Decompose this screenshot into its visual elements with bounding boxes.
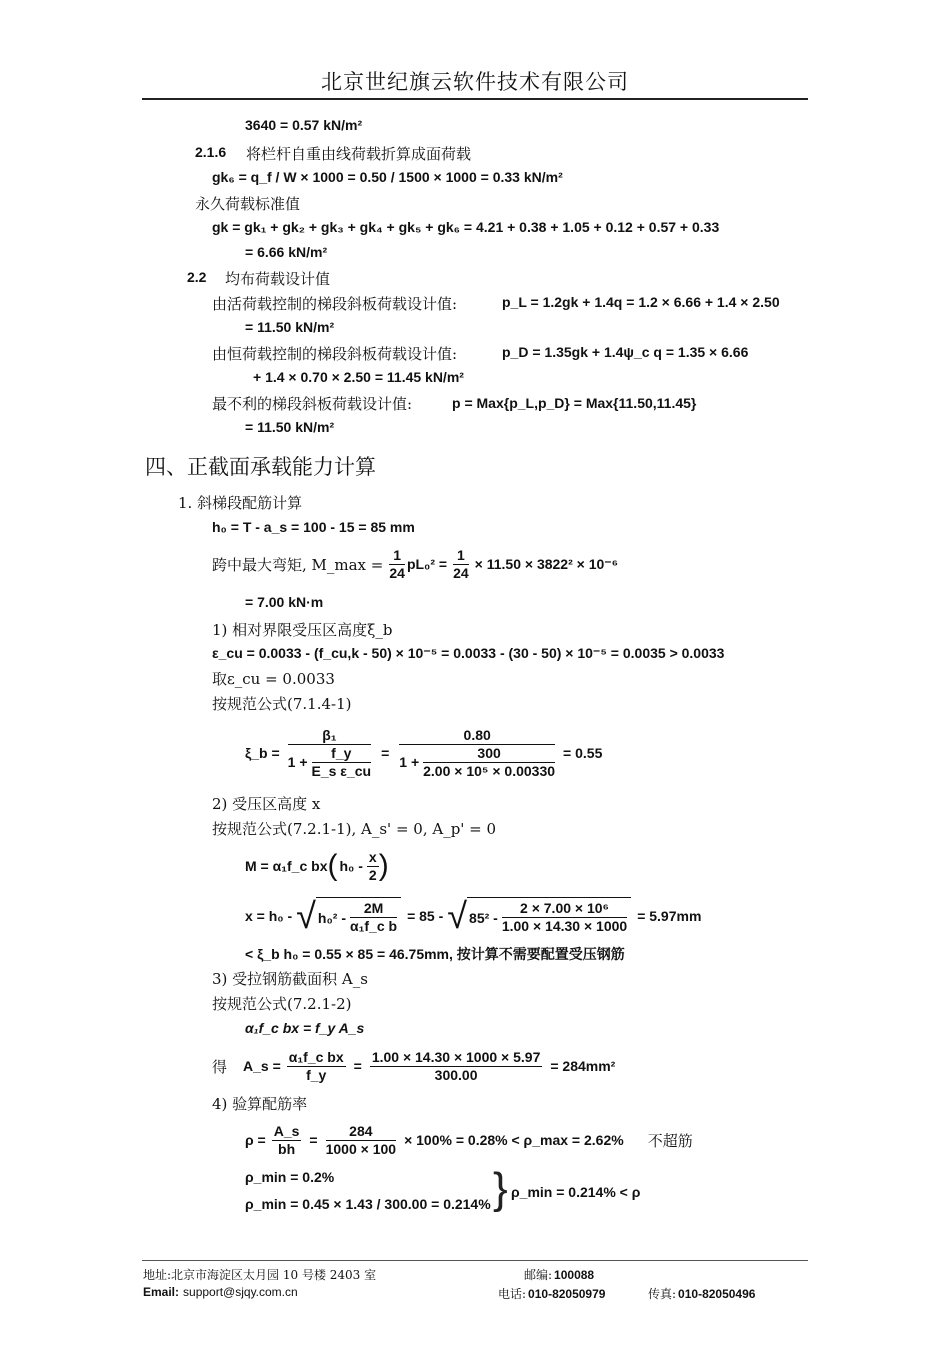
section-2-2-title: 均布荷载设计值 xyxy=(225,270,331,288)
line-x-check: < ξ_b h₀ = 0.55 × 85 = 46.75mm, 按计算不需要配置受压钢筋 xyxy=(245,946,625,962)
formula-as xyxy=(212,1046,615,1086)
den-prefix: 1 + xyxy=(399,754,420,770)
footer-postcode xyxy=(524,1266,594,1283)
fraction-numerator: x xyxy=(368,848,377,865)
line-worst-load-label: 最不利的梯段斜板荷载设计值: xyxy=(212,395,413,413)
moment-lhs: M = α₁f_c bx xyxy=(245,858,328,874)
step-1-title xyxy=(212,619,393,640)
footer-fax-value: 010-82050496 xyxy=(678,1287,756,1301)
footer-email-link[interactable]: support@sjqy.com.cn xyxy=(183,1285,298,1299)
line-rho-min-1: ρ_min = 0.2% xyxy=(245,1169,335,1185)
x-over-2-fraction xyxy=(367,849,379,884)
max-moment-formula: pL₀² = xyxy=(406,556,448,572)
fraction-numerator: f_y xyxy=(312,745,372,763)
fraction-numerator: α₁f_c bx xyxy=(288,1048,344,1065)
section-4-heading: 四、正截面承载能力计算 xyxy=(145,455,376,479)
step-3-title: 3) 受拉钢筋截面积 A_s xyxy=(212,970,368,988)
line-permanent-load-label: 永久荷载标准值 xyxy=(195,195,301,213)
as-result: = 284mm² xyxy=(550,1058,616,1074)
line-dead-control-eq: p_D = 1.35gk + 1.4ψ_c q = 1.35 × 6.66 xyxy=(502,344,749,360)
fraction-denominator: 1000 × 100 xyxy=(325,1140,397,1157)
as-fraction-symbolic xyxy=(287,1049,346,1084)
formula-moment-equilibrium xyxy=(245,846,389,886)
line-live-control-result: = 11.50 kN/m² xyxy=(245,319,335,335)
footer-fax xyxy=(648,1285,755,1302)
step-2-title: 2) 受压区高度 x xyxy=(212,795,321,813)
line-max-moment xyxy=(212,544,618,584)
xi-result: = 0.55 xyxy=(563,745,603,761)
root-fraction xyxy=(502,900,627,935)
header-rule xyxy=(142,98,808,100)
fraction-numerator: 0.80 xyxy=(399,727,555,745)
page-header-company: 北京世纪旗云软件技术有限公司 xyxy=(321,70,629,94)
line-force-equilibrium: α₁f_c bx = f_y A_s xyxy=(245,1020,365,1036)
sqrt-symbol: √ xyxy=(296,895,316,936)
footer-rule xyxy=(142,1260,808,1261)
line-rho-min-result: ρ_min = 0.214% < ρ xyxy=(511,1184,641,1200)
rho-fraction-symbolic xyxy=(272,1123,302,1158)
paren-open: ( xyxy=(327,849,338,882)
footer-address-value: 北京市海淀区太月园 10 号楼 2403 室 xyxy=(171,1268,377,1282)
as-de: 得 xyxy=(212,1057,228,1076)
sqrt-body-2 xyxy=(467,897,631,935)
line-h0: h₀ = T - a_s = 100 - 15 = 85 mm xyxy=(212,519,415,535)
fraction-denominator: 24 xyxy=(453,564,469,581)
rho-result: × 100% = 0.28% < ρ_max = 2.62% xyxy=(404,1132,624,1148)
xi-lhs: ξ_b = xyxy=(245,745,280,761)
formula-x xyxy=(245,893,701,939)
fraction-numerator: 2 × 7.00 × 10⁶ xyxy=(502,900,627,918)
fraction-numerator: β₁ xyxy=(288,727,371,745)
fraction-denominator: E_s ε_cu xyxy=(311,762,372,779)
fraction-numerator: 300 xyxy=(423,745,555,763)
line-code-7-1-4-1: 按规范公式(7.1.4-1) xyxy=(212,695,352,713)
inner-fraction xyxy=(312,745,372,780)
line-01: 3640 = 0.57 kN/m² xyxy=(245,117,363,133)
root-fraction xyxy=(350,900,397,935)
fraction-numerator: 1 xyxy=(389,547,405,565)
xi-equals: = xyxy=(381,745,390,761)
x-mid: = 85 - xyxy=(407,908,444,924)
sqrt-body-1 xyxy=(316,897,401,935)
step-4-title: 4) 验算配筋率 xyxy=(212,1095,308,1113)
section-2-1-6-number: 2.1.6 xyxy=(195,144,227,160)
fraction-denominator: f_y xyxy=(306,1066,327,1083)
sqrt-symbol: √ xyxy=(447,895,468,936)
footer-postcode-value: 100088 xyxy=(554,1268,595,1282)
footer-phone-value: 010-82050979 xyxy=(528,1287,606,1301)
xi-fraction-symbolic xyxy=(288,727,371,780)
fraction-denominator: 2 xyxy=(368,866,377,883)
line-max-moment-result: = 7.00 kN·m xyxy=(245,594,324,610)
footer-postcode-label: 邮编: xyxy=(524,1268,553,1282)
line-live-control-eq: p_L = 1.2gk + 1.4q = 1.2 × 6.66 + 1.4 × 2.50 xyxy=(502,294,780,310)
x-lhs: x = h₀ - xyxy=(245,908,293,924)
subsection-1-title: 1. 斜梯段配筋计算 xyxy=(178,494,303,512)
paren-close: ) xyxy=(378,849,389,882)
line-ecu-take: 取ε_cu = 0.0033 xyxy=(212,670,335,688)
rho-equals: = xyxy=(309,1132,318,1148)
root-term: 85² - xyxy=(469,909,498,926)
fraction-1-24-b xyxy=(453,547,469,582)
footer-phone-label: 电话: xyxy=(498,1287,527,1301)
section-2-1-6-title: 将栏杆自重由线荷载折算成面荷载 xyxy=(246,145,472,163)
root-term: h₀² - xyxy=(317,909,346,926)
inner-fraction xyxy=(423,745,555,780)
fraction-numerator: 1.00 × 14.30 × 1000 × 5.97 xyxy=(371,1048,541,1065)
brace-icon: } xyxy=(493,1164,508,1213)
max-moment-label: 跨中最大弯矩, M_max = xyxy=(212,555,384,574)
fraction-numerator: A_s xyxy=(273,1122,300,1139)
den-prefix: 1 + xyxy=(287,754,308,770)
fraction-denominator xyxy=(399,745,555,780)
footer-email xyxy=(143,1285,298,1299)
section-2-2-number: 2.2 xyxy=(187,269,207,285)
line-gk-sum: gk = gk₁ + gk₂ + gk₃ + gk₄ + gk₅ + gk₆ = 4.21 + 0.38 + 1.05 + 0.12 + 0.57 + 0.33 xyxy=(212,219,720,235)
moment-inner: h₀ - xyxy=(339,858,363,874)
footer-phone xyxy=(498,1285,605,1302)
footer-email-label: Email: xyxy=(143,1285,180,1299)
footer-fax-label: 传真: xyxy=(648,1287,677,1301)
fraction-denominator: 2.00 × 10⁵ × 0.00330 xyxy=(423,762,556,779)
fraction-denominator: 300.00 xyxy=(434,1066,478,1083)
line-worst-load-eq: p = Max{p_L,p_D} = Max{11.50,11.45} xyxy=(452,395,697,411)
line-rho-min-2: ρ_min = 0.45 × 1.43 / 300.00 = 0.214% xyxy=(245,1196,491,1212)
line-worst-load-result: = 11.50 kN/m² xyxy=(245,419,335,435)
formula-xi-b xyxy=(245,720,602,786)
xi-fraction-numeric xyxy=(399,727,555,780)
fraction-denominator: 1.00 × 14.30 × 1000 xyxy=(501,918,628,934)
fraction-1-24-a xyxy=(389,547,405,582)
line-dead-control-result: + 1.4 × 0.70 × 2.50 = 11.45 kN/m² xyxy=(253,369,464,385)
as-fraction-numeric xyxy=(370,1049,543,1084)
line-code-7-2-1-2: 按规范公式(7.2.1-2) xyxy=(212,995,352,1013)
as-lhs: A_s = xyxy=(243,1058,281,1074)
fraction-numerator: 2M xyxy=(350,900,397,918)
line-code-7-2-1-1: 按规范公式(7.2.1-1), A_s' = 0, A_p' = 0 xyxy=(212,820,497,838)
fraction-numerator: 1 xyxy=(453,547,469,565)
footer-address-label: 地址: xyxy=(143,1268,172,1282)
rho-lhs: ρ = xyxy=(245,1132,266,1148)
rho-fraction-numeric xyxy=(326,1123,396,1158)
fraction-denominator: bh xyxy=(278,1140,296,1157)
formula-rho xyxy=(245,1120,693,1160)
fraction-denominator xyxy=(288,745,371,780)
line-gk6: gk₆ = q_f / W × 1000 = 0.50 / 1500 × 1000 = 0.33 kN/m² xyxy=(212,169,563,185)
line-ecu: ε_cu = 0.0033 - (f_cu,k - 50) × 10⁻⁵ = 0.0033 - (30 - 50) × 10⁻⁵ = 0.0035 > 0.0033 xyxy=(212,645,725,661)
max-moment-values: × 11.50 × 3822² × 10⁻⁶ xyxy=(474,555,619,572)
footer-address xyxy=(143,1266,376,1283)
step-1-text: 1) 相对界限受压区高度ξ_b xyxy=(212,621,393,639)
as-equals: = xyxy=(353,1058,362,1074)
fraction-denominator: 24 xyxy=(389,564,405,581)
x-result: = 5.97mm xyxy=(637,908,702,924)
line-gk-result: = 6.66 kN/m² xyxy=(245,244,328,260)
fraction-denominator: α₁f_c b xyxy=(350,918,398,934)
fraction-numerator: 284 xyxy=(326,1123,396,1141)
line-live-control-label: 由活荷载控制的梯段斜板荷载设计值: xyxy=(212,295,458,313)
line-dead-control-label: 由恒荷载控制的梯段斜板荷载设计值: xyxy=(212,345,458,363)
rho-note: 不超筋 xyxy=(647,1131,693,1150)
